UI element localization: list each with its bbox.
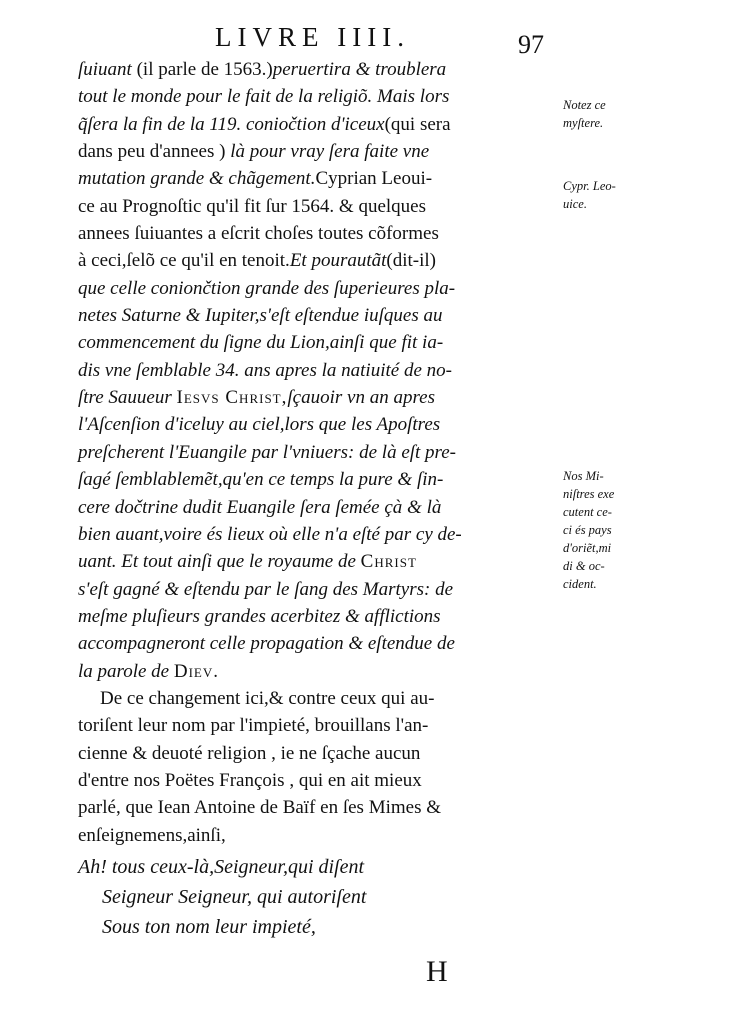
text-line xyxy=(78,165,558,192)
text-segment: dans peu d'annees ) xyxy=(78,141,231,163)
text-line xyxy=(78,630,558,657)
text-segment: netes Saturne & Iupiter,s'eſt eſtendue iuſques au xyxy=(78,305,443,327)
margin-note-mystere xyxy=(563,96,655,132)
text-segment: ſçauoir vn an apres xyxy=(287,387,435,409)
text-segment: peruertira & troublera xyxy=(272,59,447,80)
margin-note-line: niſtres exe xyxy=(563,487,615,501)
text-segment: parlé, que Iean Antoine de Baïf en ſes Mimes & xyxy=(78,797,442,819)
margin-note-line: d'oriẽt,mi xyxy=(563,541,612,555)
text-segment: à ceci,ſelõ ce qu'il en tenoit. xyxy=(78,250,290,272)
text-line xyxy=(78,521,558,548)
text-line xyxy=(78,384,558,411)
margin-note-line: ci és pays xyxy=(563,523,612,537)
text-line xyxy=(78,466,558,493)
text-segment: Christ xyxy=(360,551,417,573)
text-line xyxy=(78,111,558,138)
verse-quotation xyxy=(78,852,558,942)
text-segment: s'eſt gagné & eſtendu par le ſang des Martyrs: de xyxy=(78,578,454,600)
margin-note-line: Notez ce xyxy=(563,98,606,112)
text-line xyxy=(78,548,558,575)
text-segment: Cyprian Leoui- xyxy=(315,168,433,190)
text-line xyxy=(78,411,558,438)
text-segment: Et pourautãt xyxy=(289,250,387,272)
text-segment: meſme pluſieurs grandes acerbitez & afflictions xyxy=(78,605,441,627)
signature-mark: H xyxy=(426,955,448,988)
text-line xyxy=(78,712,558,739)
text-line xyxy=(78,357,558,384)
verse-line: Sous ton nom leur impieté, xyxy=(102,916,316,938)
margin-note-line: Cypr. Leo- xyxy=(563,179,616,193)
text-segment: cere dočtrine dudit Euangile ſera ſemée çà & là xyxy=(78,496,442,518)
text-segment: De ce changement ici,& contre ceux qui au- xyxy=(100,687,435,709)
text-segment: l'Aſcenſion d'iceluy au ciel,lors que les Apoſtres xyxy=(78,414,441,436)
running-title: LIVRE IIII. xyxy=(215,22,410,52)
text-segment: q̃ſera la fin de la 119. coniočtion d'iceux xyxy=(78,113,385,135)
text-line xyxy=(78,767,558,794)
text-segment: commencement du ſigne du Lion,ainſi que fit ia- xyxy=(78,332,444,354)
text-segment: toriſent leur nom par l'impieté, brouillans l'an- xyxy=(78,715,429,737)
text-line xyxy=(78,247,558,274)
text-line xyxy=(78,193,558,220)
text-segment: ſtre Sauueur xyxy=(78,387,177,409)
margin-note-line: myſtere. xyxy=(563,116,604,130)
text-segment: enſeignemens,ainſi, xyxy=(78,824,226,846)
text-line xyxy=(78,603,558,630)
text-line xyxy=(78,56,558,83)
text-line xyxy=(78,494,558,521)
text-line xyxy=(78,658,558,685)
text-segment: bien auant,voire és lieux où elle n'a eſté par cy de- xyxy=(78,523,462,545)
text-segment: cienne & deuoté religion , ie ne ſçache aucun xyxy=(78,742,421,764)
text-segment: dis vne ſemblable 34. ans apres la natiuité de no- xyxy=(78,359,452,381)
text-line xyxy=(78,740,558,767)
text-line xyxy=(78,83,558,110)
text-segment: annees ſuiuantes a eſcrit choſes toutes cõformes xyxy=(78,223,439,245)
text-segment: tout le monde pour le fait de la religiõ. Mais lors xyxy=(78,86,450,108)
text-segment: preſcherent l'Euangile par l'vniuers: de là eſt pre- xyxy=(78,441,457,463)
margin-note-line: Nos Mi- xyxy=(563,469,604,483)
text-segment: Iesvs Christ, xyxy=(176,387,288,409)
text-line xyxy=(78,685,558,712)
margin-note-cyprian xyxy=(563,177,655,213)
margin-note-line: cident. xyxy=(563,577,597,591)
margin-note-line: cutent ce- xyxy=(563,505,612,519)
text-line xyxy=(78,138,558,165)
text-segment: ſagé ſemblablemẽt,qu'en ce temps la pure & ſin- xyxy=(78,469,444,491)
text-segment: (dit-il) xyxy=(386,250,437,272)
text-line xyxy=(78,822,558,849)
text-line xyxy=(78,302,558,329)
text-line xyxy=(78,576,558,603)
text-line xyxy=(78,794,558,821)
text-segment: la parole de xyxy=(78,660,174,682)
text-segment: (il parle de 1563.) xyxy=(136,59,273,80)
margin-note-line: di & oc- xyxy=(563,559,605,573)
text-line xyxy=(78,220,558,247)
text-line xyxy=(78,329,558,356)
text-segment: uant. Et tout ainſi que le royaume de xyxy=(78,551,361,573)
margin-note-line: uice. xyxy=(563,197,587,211)
text-segment: accompagneront celle propagation & eſtendue de xyxy=(78,633,455,655)
text-segment: d'entre nos Poëtes François , qui en ait mieux xyxy=(78,769,422,791)
text-segment: Diev. xyxy=(173,660,220,682)
text-segment: là pour vray ſera faite vne xyxy=(230,141,430,163)
text-line xyxy=(78,439,558,466)
margin-note-ministres xyxy=(563,467,655,593)
main-text-block xyxy=(78,56,558,849)
text-segment: ſuiuant xyxy=(78,59,137,80)
text-segment: (qui sera xyxy=(384,113,451,135)
text-segment: ce au Prognoſtic qu'il fit ſur 1564. & quelques xyxy=(78,195,427,217)
page-number: 97 xyxy=(518,30,544,59)
text-segment: que celle coniončtion grande des ſuperieures pla- xyxy=(78,277,456,299)
text-segment: mutation grande & chãgement. xyxy=(78,168,316,190)
text-line xyxy=(78,275,558,302)
verse-line: Seigneur Seigneur, qui autoriſent xyxy=(102,886,367,908)
verse-line: Ah! tous ceux-là,Seigneur,qui diſent xyxy=(78,856,365,878)
